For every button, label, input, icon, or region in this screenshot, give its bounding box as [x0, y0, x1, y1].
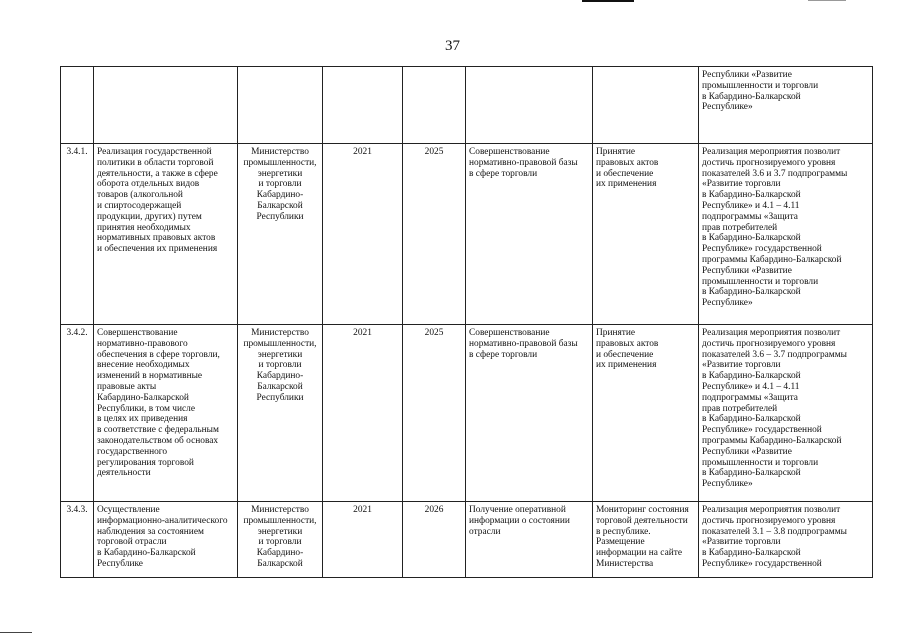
- cell-main-content: Принятие правовых актов и обеспечение их применения: [593, 144, 699, 325]
- cell-main-content: Принятие правовых актов и обеспечение их применения: [593, 325, 699, 502]
- cell-indicator-link: Реализация мероприятия позволит достичь прогнозируемого уровня показателей 3.1 – 3.8 подпрограммы «Развитие торговли в Кабардино-Балкарской Республике» государственной: [699, 502, 873, 578]
- cell-number: 3.4.3.: [61, 502, 94, 578]
- cell-number: [61, 67, 94, 144]
- cell-start-year: 2021: [323, 502, 403, 578]
- page-number: 37: [445, 38, 460, 54]
- cell-activity: [94, 67, 238, 144]
- table-row: [61, 325, 873, 502]
- cell-expected-result: [466, 67, 593, 144]
- cell-indicator-link: Республики «Развитие промышленности и торговли в Кабардино-Балкарской Республике»: [699, 67, 873, 144]
- cell-activity: Реализация государственной политики в области торговой деятельности, а также в сфере оборота отдельных видов товаров (алкогольной и спиртосодержащей продукции, других) путем принятия необходимых нормативных правовых актов и обеспечения их применения: [94, 144, 238, 325]
- cell-end-year: 2025: [403, 325, 466, 502]
- cell-end-year: 2026: [403, 502, 466, 578]
- cell-end-year: 2025: [403, 144, 466, 325]
- cell-expected-result: Получение оперативной информации о состоянии отрасли: [466, 502, 593, 578]
- cell-number: 3.4.2.: [61, 325, 94, 502]
- cell-indicator-link: Реализация мероприятия позволит достичь прогнозируемого уровня показателей 3.6 и 3.7 подпрограммы «Развитие торговли в Кабардино-Балкарской Республике» и 4.1 – 4.11 подпрограммы «Защита прав потребителей в Кабардино-Балкарской Республике» государственной программы Кабардино-Балкарской Республики «Развитие промышленности и торговли в Кабардино-Балкарской Республике»: [699, 144, 873, 325]
- cell-end-year: [403, 67, 466, 144]
- table-row: [61, 502, 873, 578]
- table-row: [61, 67, 873, 144]
- cell-executor: Министерство промышленности, энергетики и торговли Кабардино- Балкарской Республики: [238, 144, 323, 325]
- cell-activity: Совершенствование нормативно-правового обеспечения в сфере торговли, внесение необходимых изменений в нормативные правовые акты Кабардино-Балкарской Республики, в том числе в целях их приведения в соответствие с федеральным законодательством об основах государственного регулирования торговой деятельности: [94, 325, 238, 502]
- table-row: [61, 144, 873, 325]
- top-edge-mark-faint: [808, 0, 846, 1]
- cell-indicator-link: Реализация мероприятия позволит достичь прогнозируемого уровня показателей 3.6 – 3.7 подпрограммы «Развитие торговли в Кабардино-Балкарской Республике» и 4.1 – 4.11 подпрограммы «Защита прав потребителей в Кабардино-Балкарской Республике» государственной программы Кабардино-Балкарской Республики «Развитие промышленности и торговли в Кабардино-Балкарской Республике»: [699, 325, 873, 502]
- cell-main-content: Мониторинг состояния торговой деятельности в республике. Размещение информации на сайте Министерства: [593, 502, 699, 578]
- measures-table: [60, 66, 873, 578]
- cell-executor: Министерство промышленности, энергетики и торговли Кабардино- Балкарской Республики: [238, 325, 323, 502]
- scan-corner-mark: [0, 632, 32, 633]
- cell-activity: Осуществление информационно-аналитического наблюдения за состоянием торговой отрасли в Кабардино-Балкарской Республике: [94, 502, 238, 578]
- cell-executor: Министерство промышленности, энергетики и торговли Кабардино- Балкарской: [238, 502, 323, 578]
- cell-expected-result: Совершенствование нормативно-правовой базы в сфере торговли: [466, 144, 593, 325]
- cell-executor: [238, 67, 323, 144]
- top-edge-mark: [582, 0, 634, 2]
- cell-number: 3.4.1.: [61, 144, 94, 325]
- cell-start-year: [323, 67, 403, 144]
- cell-main-content: [593, 67, 699, 144]
- cell-expected-result: Совершенствование нормативно-правовой базы в сфере торговли: [466, 325, 593, 502]
- cell-start-year: 2021: [323, 325, 403, 502]
- cell-start-year: 2021: [323, 144, 403, 325]
